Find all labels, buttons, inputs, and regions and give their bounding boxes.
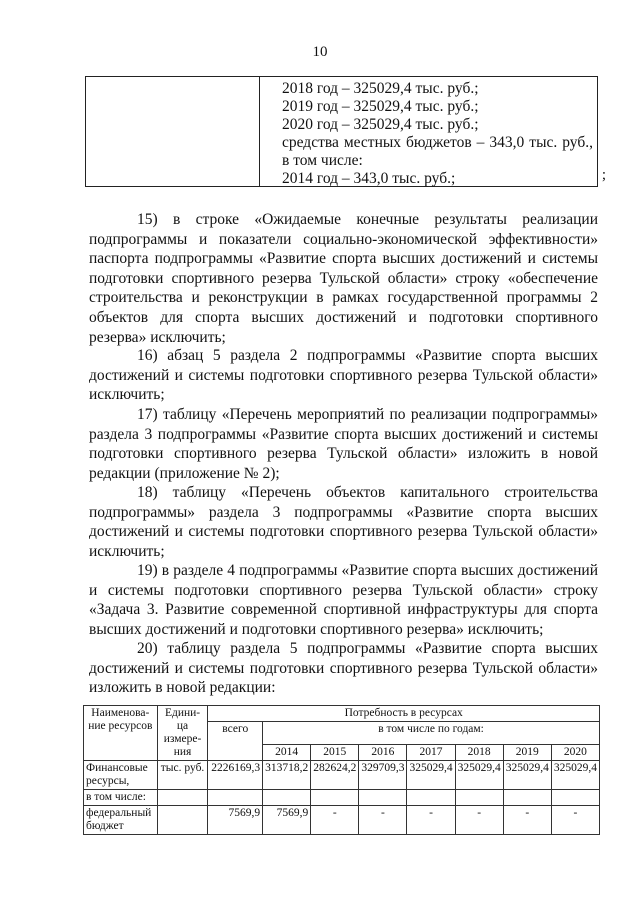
paragraph-text: 20) таблицу раздела 5 подпрограммы «Развитие спорта высших достижений и системы подготовки спортивного резерва Тульской области» изложить в новой редакции:: [89, 640, 598, 697]
header-resource-name: Наименова-ние ресурсов: [84, 706, 158, 761]
header-total: всего: [208, 722, 263, 761]
row-total: [208, 790, 263, 806]
row-value: 325029,4: [551, 761, 599, 790]
paragraph-18: [89, 483, 598, 561]
page-number: 10: [312, 44, 328, 60]
row-value: [455, 790, 503, 806]
paragraph-text: 18) таблицу «Перечень объектов капитального строительства подпрограммы» раздела 3 подпрограммы «Развитие спорта высших достижений и системы подготовки спортивного резерва Тульской области» исключить;: [89, 484, 598, 560]
header-need: Потребность в ресурсах: [208, 706, 600, 722]
paragraph-19: [89, 561, 598, 639]
paragraph-15: [89, 210, 598, 347]
year-header: 2014: [263, 745, 311, 761]
budget-continuation-table: [85, 76, 606, 187]
row-value: [407, 790, 455, 806]
closing-semicolon: ;: [601, 167, 606, 183]
year-header: 2017: [407, 745, 455, 761]
row-value: 313718,2: [263, 761, 311, 790]
row-value: [311, 790, 359, 806]
row-name: в том числе:: [84, 790, 158, 806]
header-by-year: в том числе по годам:: [263, 722, 600, 745]
year-header: 2016: [359, 745, 407, 761]
paragraph-17: [89, 405, 598, 483]
row-name: Финансовые ресурсы,: [84, 761, 158, 790]
paragraph-16: [89, 346, 598, 405]
table-row: [84, 790, 600, 806]
paragraph-text: 16) абзац 5 раздела 2 подпрограммы «Развитие спорта высших достижений и системы подготовки спортивного резерва Тульской области» исключить;: [89, 347, 598, 404]
year-header: 2020: [551, 745, 599, 761]
row-value: -: [503, 806, 551, 835]
row-value: [263, 790, 311, 806]
header-unit: Едини-ца измере-ния: [157, 706, 208, 761]
row-value: 325029,4: [407, 761, 455, 790]
row-value: -: [359, 806, 407, 835]
row-value: 282624,2: [311, 761, 359, 790]
year-header: 2015: [311, 745, 359, 761]
table-header-row: [84, 706, 600, 722]
row-total: 7569,9: [208, 806, 263, 835]
row-value: -: [551, 806, 599, 835]
row-value: [551, 790, 599, 806]
budget-line-2014: 2014 год – 343,0 тыс. руб.;: [282, 170, 456, 187]
year-header: 2019: [503, 745, 551, 761]
table-row: [84, 806, 600, 835]
resource-table: [83, 705, 600, 835]
row-unit: [157, 790, 208, 806]
row-value: 329709,3: [359, 761, 407, 790]
row-value: [359, 790, 407, 806]
table-row: [84, 761, 600, 790]
paragraph-20: [89, 639, 598, 698]
row-value: 325029,4: [503, 761, 551, 790]
row-value: [503, 790, 551, 806]
row-total: 2226169,3: [208, 761, 263, 790]
row-value: 325029,4: [455, 761, 503, 790]
budget-lines: [266, 80, 593, 188]
paragraph-text: 15) в строке «Ожидаемые конечные результаты реализации подпрограммы и показатели социально-экономической эффективности» паспорта подпрограммы «Развитие спорта высших достижений и системы подготовки спортивного резерва Тульской области» строку «обеспечение строительства и реконструкции в рамках государственной программы 2 объектов для спорта высших достижений и подготовки спортивного резерва» исключить;: [89, 211, 598, 346]
row-value: -: [311, 806, 359, 835]
row-value: 7569,9: [263, 806, 311, 835]
row-value: -: [407, 806, 455, 835]
table-divider: [259, 77, 260, 186]
row-value: -: [455, 806, 503, 835]
budget-line-2020: 2020 год – 325029,4 тыс. руб.;: [282, 116, 479, 133]
budget-line-2018: 2018 год – 325029,4 тыс. руб.;: [282, 80, 479, 97]
row-unit: тыс. руб.: [157, 761, 208, 790]
budget-line-2019: 2019 год – 325029,4 тыс. руб.;: [282, 98, 479, 115]
row-name: федеральный бюджет: [84, 806, 158, 835]
year-header: 2018: [455, 745, 503, 761]
paragraph-text: 17) таблицу «Перечень мероприятий по реализации подпрограммы» раздела 3 подпрограммы «Развитие спорта высших достижений и системы подготовки спортивного резерва Тульской области» изложить в новой редакции (приложение № 2);: [89, 406, 598, 482]
row-unit: [157, 806, 208, 835]
budget-line-local: средства местных бюджетов – 343,0 тыс. руб., в том числе:: [282, 134, 593, 169]
paragraph-text: 19) в разделе 4 подпрограммы «Развитие спорта высших достижений и системы подготовки спортивного резерва Тульской области» строку «Задача 3. Развитие современной спортивной инфраструктуры для спорта высших достижений и подготовки спортивного резерва» исключить;: [89, 562, 598, 638]
